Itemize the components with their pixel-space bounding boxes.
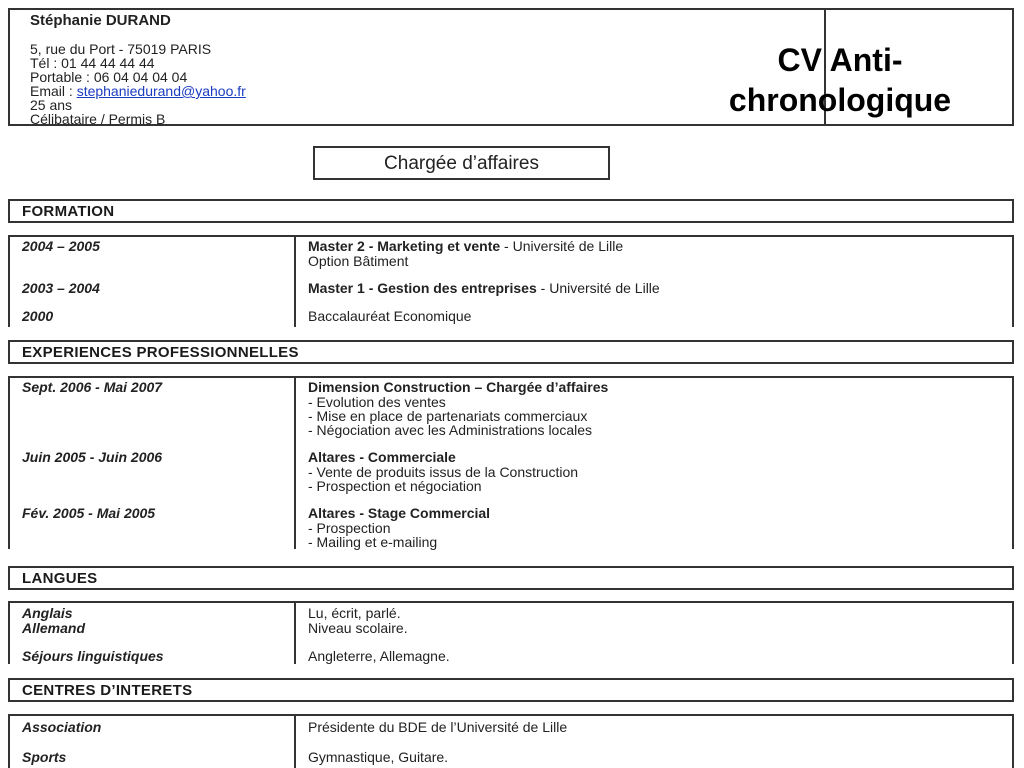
mobile-phone: Portable : 06 04 04 04 04: [30, 69, 188, 85]
column-divider: [294, 603, 296, 664]
section-header-interets: [8, 678, 1014, 702]
experience-task: - Prospection et négociation: [308, 478, 482, 494]
interest-label: Sports: [22, 749, 67, 765]
experience-date: Fév. 2005 - Mai 2005: [22, 505, 156, 521]
phone: Tél : 01 44 44 44 44: [30, 55, 155, 71]
experience-task: - Prospection: [308, 520, 391, 536]
formation-date: 2004 – 2005: [22, 238, 100, 254]
candidate-name: Stéphanie DURAND: [30, 12, 171, 29]
section-header-experiences: [8, 340, 1014, 364]
section-header-langues: [8, 566, 1014, 590]
formation-option: Option Bâtiment: [308, 253, 409, 269]
job-title-box: [313, 146, 610, 180]
language-label: Anglais: [22, 605, 73, 621]
slide-title-line-1: CV Anti-: [777, 42, 903, 78]
section-title: FORMATION: [22, 203, 115, 220]
column-divider: [294, 378, 296, 549]
language-label: Séjours linguistiques: [22, 648, 164, 664]
interets-table: [8, 714, 1014, 768]
formation-table: [8, 235, 1014, 327]
interest-label: Association: [22, 719, 102, 735]
section-title: CENTRES D’INTERETS: [22, 682, 193, 699]
formation-entry: Master 1 - Gestion des entreprises - Université de Lille: [308, 280, 660, 296]
experience-title: Altares - Stage Commercial: [308, 505, 491, 521]
experience-task: - Mise en place de partenariats commerciaux: [308, 408, 588, 424]
column-divider: [294, 237, 296, 327]
address: 5, rue du Port - 75019 PARIS: [30, 41, 212, 57]
formation-date: 2003 – 2004: [22, 280, 100, 296]
experience-title: Altares - Commerciale: [308, 449, 456, 465]
slide-title-line-2: chronologique: [728, 82, 952, 118]
section-title: EXPERIENCES PROFESSIONNELLES: [22, 344, 299, 361]
email-link[interactable]: stephaniedurand@yahoo.fr: [76, 83, 246, 99]
language-level: Niveau scolaire.: [308, 620, 408, 636]
age: 25 ans: [30, 97, 73, 113]
marital-status: Célibataire / Permis B: [30, 111, 166, 127]
formation-date: 2000: [22, 308, 54, 324]
formation-entry: Master 2 - Marketing et vente - Université de Lille: [308, 238, 624, 254]
experience-date: Sept. 2006 - Mai 2007: [22, 379, 163, 395]
interest-value: Gymnastique, Guitare.: [308, 749, 449, 765]
section-header-formation: [8, 199, 1014, 223]
column-divider: [294, 716, 296, 768]
language-label: Allemand: [22, 620, 86, 636]
section-title: LANGUES: [22, 570, 98, 587]
experience-task: - Evolution des ventes: [308, 394, 446, 410]
experience-title: Dimension Construction – Chargée d’affaires: [308, 379, 609, 395]
job-title: Chargée d’affaires: [384, 153, 539, 174]
experience-task: - Négociation avec les Administrations locales: [308, 422, 593, 438]
language-level: Lu, écrit, parlé.: [308, 605, 401, 621]
email-label: Email :: [30, 83, 77, 99]
interest-value: Présidente du BDE de l’Université de Lille: [308, 719, 568, 735]
experience-task: - Vente de produits issus de la Construction: [308, 464, 579, 480]
formation-entry: Baccalauréat Economique: [308, 308, 472, 324]
experience-task: - Mailing et e-mailing: [308, 534, 438, 550]
experiences-table: [8, 376, 1014, 549]
slide-title: [690, 40, 990, 120]
language-level: Angleterre, Allemagne.: [308, 648, 450, 664]
langues-table: [8, 601, 1014, 664]
email-row: [30, 84, 246, 98]
experience-date: Juin 2005 - Juin 2006: [22, 449, 163, 465]
